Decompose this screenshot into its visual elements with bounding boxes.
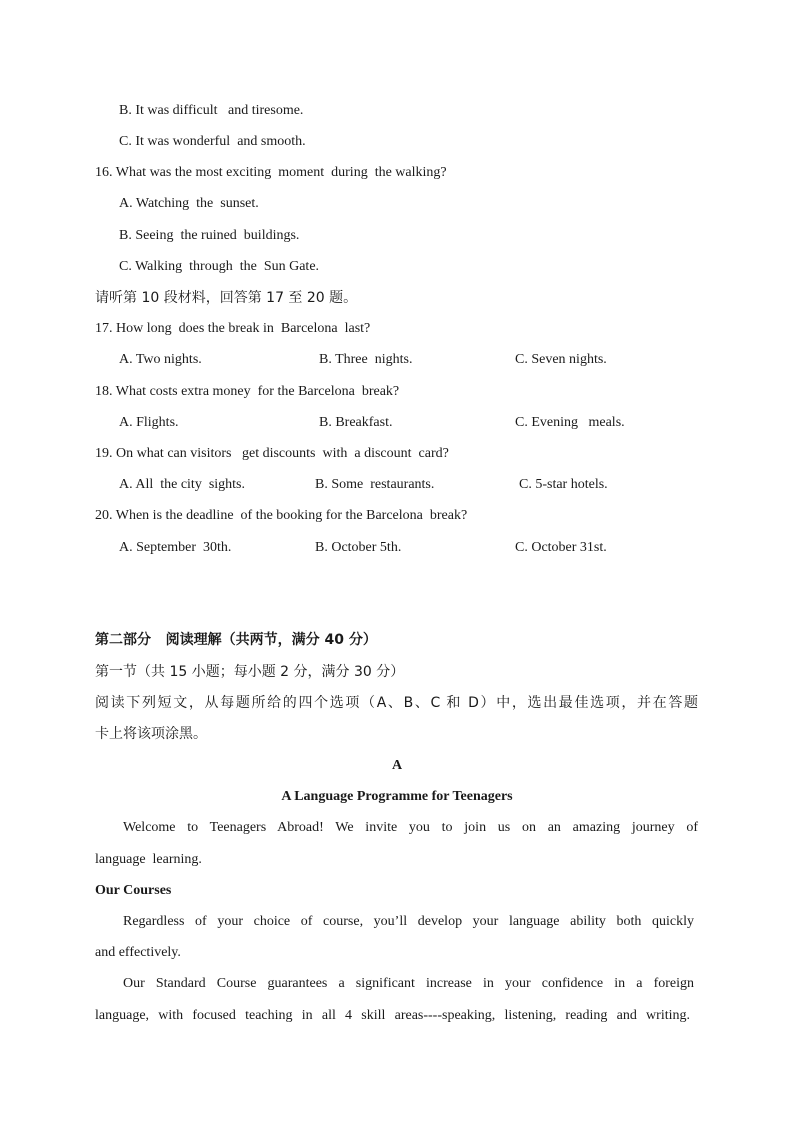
q20-option-c: C. October 31st. [515, 540, 607, 555]
q19-option-b: B. Some restaurants. [315, 477, 435, 492]
q15-option-c: C. It was wonderful and smooth. [119, 134, 306, 149]
listening-instruction-10: 请听第 10 段材料，回答第 17 至 20 题。 [95, 290, 358, 306]
para-1-line-2: language learning. [95, 852, 202, 867]
q18-option-c: C. Evening meals. [515, 415, 625, 430]
para-3-line-2: language, with focused teaching in all 4 skill areas----speaking, listening, reading and writing. [95, 1008, 690, 1023]
reading-instruction-line-2: 卡上将该项涂黑。 [95, 726, 207, 742]
para-2-line-1: Regardless of your choice of course, you’ll develop your language ability both quickly [123, 914, 694, 929]
question-17: 17. How long does the break in Barcelona last? [95, 321, 371, 336]
q20-option-a: A. September 30th. [119, 540, 232, 555]
q17-option-b: B. Three nights. [319, 352, 413, 367]
q16-option-c: C. Walking through the Sun Gate. [119, 259, 320, 274]
para-2-line-2: and effectively. [95, 945, 181, 960]
q17-option-a: A. Two nights. [119, 352, 202, 367]
q17-option-c: C. Seven nights. [515, 352, 607, 367]
q19-option-c: C. 5-star hotels. [519, 477, 608, 492]
question-16: 16. What was the most exciting moment during the walking? [95, 165, 447, 180]
q15-option-b: B. It was difficult and tiresome. [119, 103, 304, 118]
section-one-title: 第一节（共 15 小题；每小题 2 分，满分 30 分） [95, 664, 405, 680]
question-19: 19. On what can visitors get discounts with a discount card? [95, 446, 449, 461]
part-two-title: 第二部分 阅读理解（共两节，满分 40 分） [95, 632, 377, 648]
courses-subheading: Our Courses [95, 883, 172, 898]
para-3-line-1: Our Standard Course guarantees a significant increase in your confidence in a foreign [123, 976, 694, 991]
q19-option-a: A. All the city sights. [119, 477, 245, 492]
passage-letter: A [391, 758, 403, 773]
question-20: 20. When is the deadline of the booking for the Barcelona break? [95, 508, 468, 523]
q20-option-b: B. October 5th. [315, 540, 402, 555]
q18-option-a: A. Flights. [119, 415, 179, 430]
question-18: 18. What costs extra money for the Barcelona break? [95, 384, 400, 399]
para-1-line-1: Welcome to Teenagers Abroad! We invite you to join us on an amazing journey of [123, 820, 698, 835]
q16-option-b: B. Seeing the ruined buildings. [119, 228, 300, 243]
reading-instruction-line-1: 阅读下列短文，从每题所给的四个选项（A、B、C 和 D）中，选出最佳选项，并在答题 [95, 695, 698, 711]
q16-option-a: A. Watching the sunset. [119, 196, 259, 211]
q18-option-b: B. Breakfast. [319, 415, 393, 430]
passage-title: A Language Programme for Teenagers [281, 789, 513, 804]
